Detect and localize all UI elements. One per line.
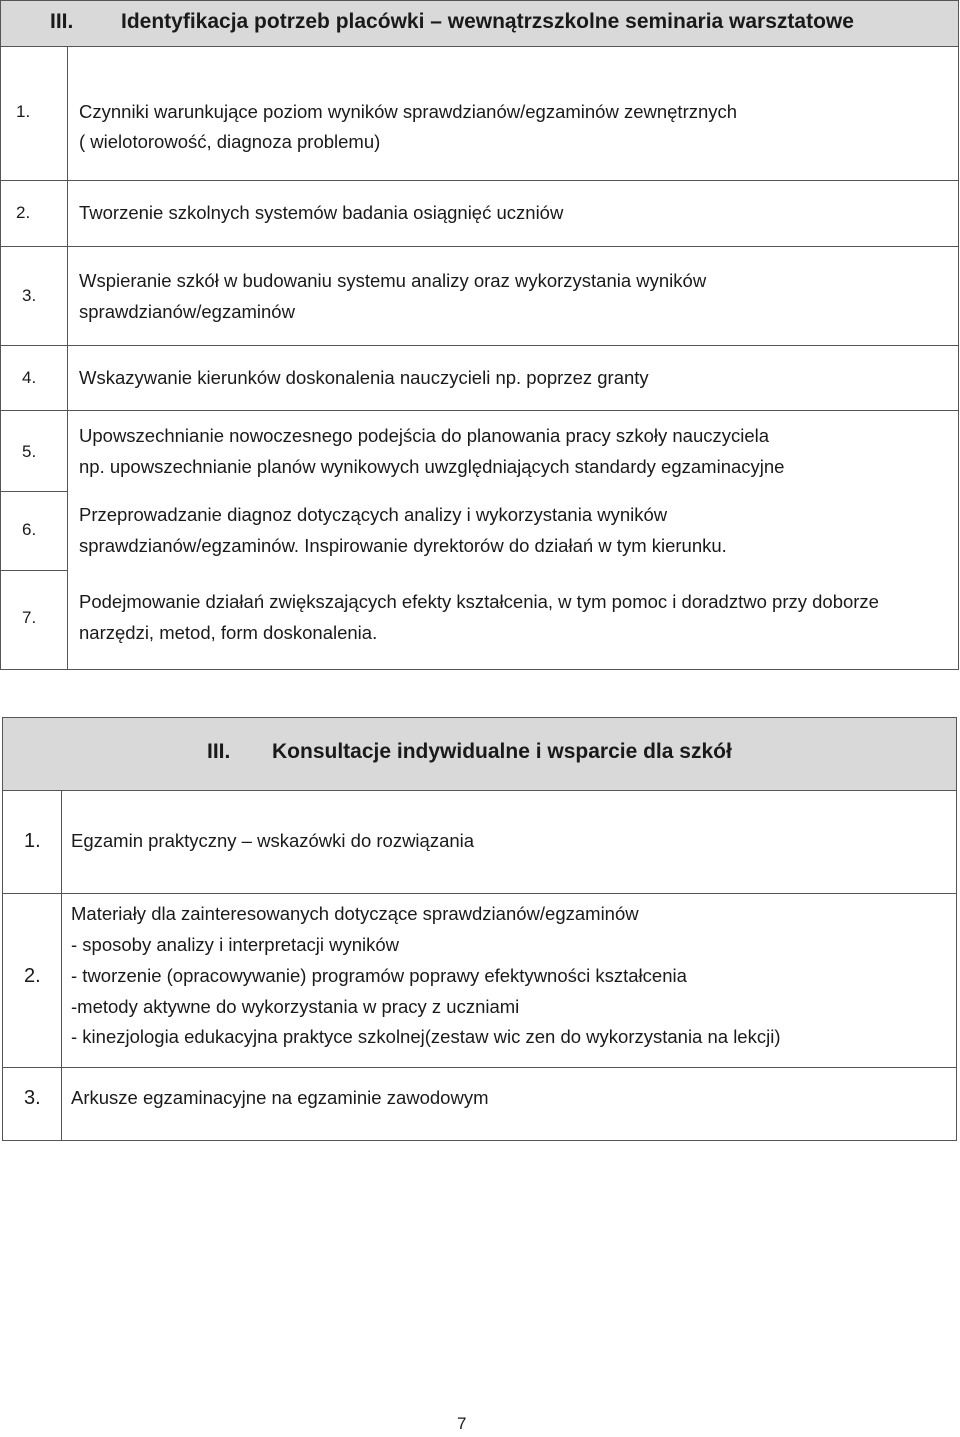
section2-number: III. <box>207 740 231 763</box>
item-text: -metody aktywne do wykorzystania w pracy z uczniami <box>71 996 520 1017</box>
section1-title: Identyfikacja potrzeb placówki – wewnątrzszkolne seminaria warsztatowe <box>121 10 854 33</box>
item-text: Czynniki warunkujące poziom wyników sprawdzianów/egzaminów zewnętrznych <box>79 101 738 122</box>
item-number: 4. <box>22 368 37 387</box>
item-text: Egzamin praktyczny – wskazówki do rozwiązania <box>71 830 475 851</box>
item-number: 7. <box>22 608 37 627</box>
item-text: sprawdzianów/egzaminów <box>79 301 295 322</box>
item-text: Podejmowanie działań zwiększających efekty kształcenia, w tym pomoc i doradztwo przy doborze <box>79 591 879 612</box>
row-separator <box>0 410 959 411</box>
item-number: 2. <box>24 965 41 987</box>
item-number: 1. <box>16 102 31 121</box>
item-text: Wskazywanie kierunków doskonalenia nauczycieli np. poprzez granty <box>79 367 649 388</box>
item-text: Tworzenie szkolnych systemów badania osiągnięć uczniów <box>79 202 564 223</box>
item-number: 5. <box>22 442 37 461</box>
row-separator <box>0 345 959 346</box>
row-separator <box>0 180 959 181</box>
item-text: narzędzi, metod, form doskonalenia. <box>79 622 378 643</box>
row-separator <box>0 491 68 492</box>
item-text: - kinezjologia edukacyjna praktyce szkolnej(zestaw wic zen do wykorzystania na lekcji) <box>71 1026 781 1047</box>
section1-number: III. <box>50 10 74 33</box>
item-number: 3. <box>24 1087 41 1109</box>
item-number: 6. <box>22 520 37 539</box>
item-text: Arkusze egzaminacyjne na egzaminie zawodowym <box>71 1087 489 1108</box>
item-text: np. upowszechnianie planów wynikowych uwzględniających standardy egzaminacyjne <box>79 456 785 477</box>
item-text: Upowszechnianie nowoczesnego podejścia do planowania pracy szkoły nauczyciela <box>79 425 770 446</box>
item-number: 3. <box>22 286 37 305</box>
row-separator <box>2 893 957 894</box>
column-divider <box>67 47 68 670</box>
item-text: Wspieranie szkół w budowaniu systemu analizy oraz wykorzystania wyników <box>79 270 707 291</box>
item-text: sprawdzianów/egzaminów. Inspirowanie dyrektorów do działań w tym kierunku. <box>79 535 727 556</box>
row-separator <box>0 570 68 571</box>
item-text: ( wielotorowość, diagnoza problemu) <box>79 131 381 152</box>
row-separator <box>0 246 959 247</box>
row-separator <box>2 1067 957 1068</box>
item-text: - tworzenie (opracowywanie) programów poprawy efektywności kształcenia <box>71 965 687 986</box>
page-number: 7 <box>457 1414 467 1433</box>
item-text: Materiały dla zainteresowanych dotyczące sprawdzianów/egzaminów <box>71 903 639 924</box>
item-text: Przeprowadzanie diagnoz dotyczących analizy i wykorzystania wyników <box>79 504 668 525</box>
item-number: 2. <box>16 203 31 222</box>
item-number: 1. <box>24 830 41 852</box>
item-text: - sposoby analizy i interpretacji wyników <box>71 934 399 955</box>
column-divider <box>61 791 62 1141</box>
section2-title: Konsultacje indywidualne i wsparcie dla szkół <box>272 740 732 763</box>
